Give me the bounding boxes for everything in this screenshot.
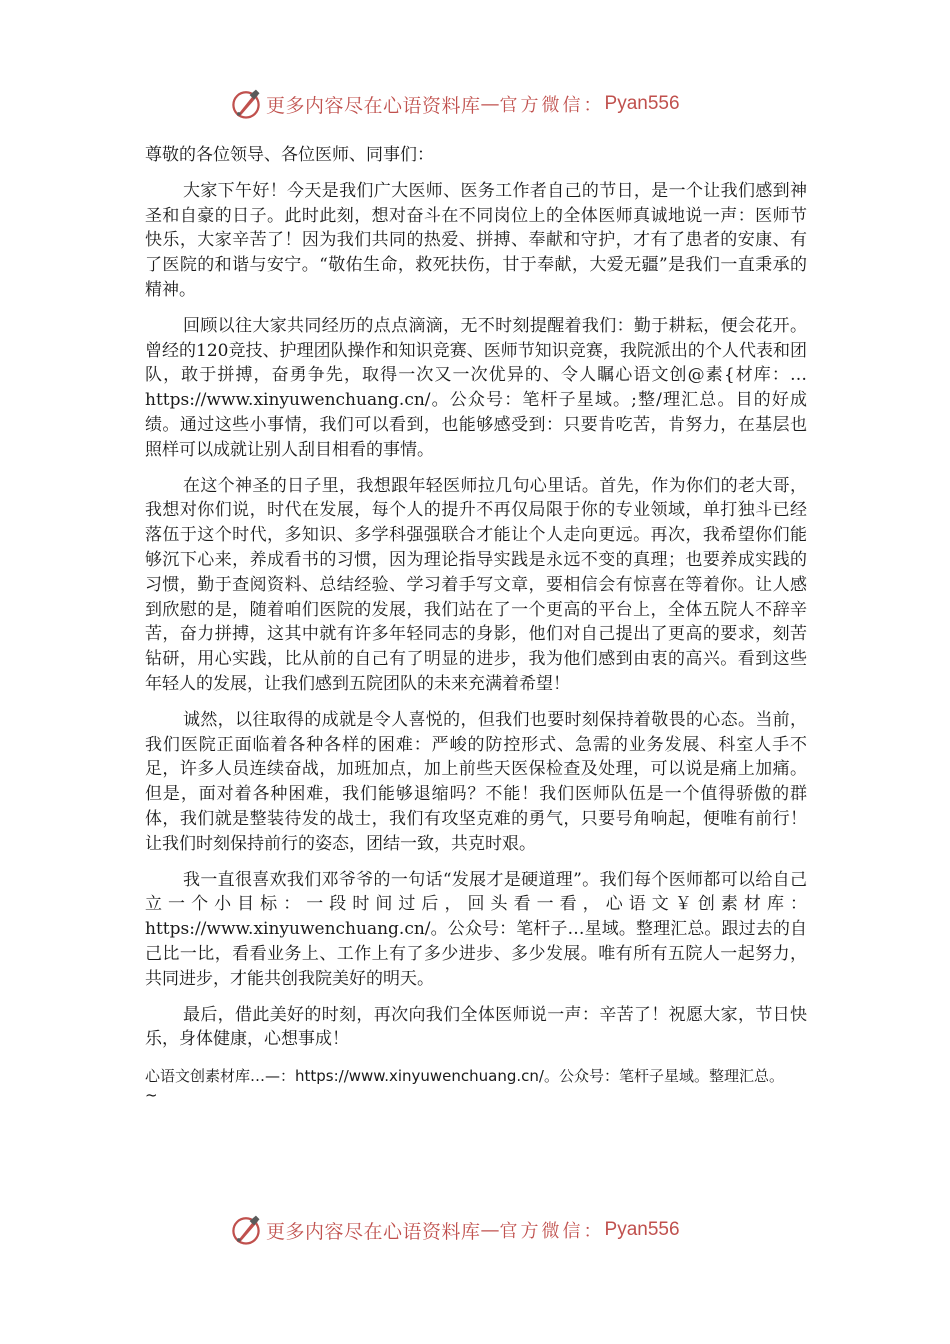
quill-pen-logo-icon [228, 86, 264, 122]
letter-body [145, 143, 807, 1103]
tilde-mark: ~ [145, 1086, 158, 1105]
header-banner [228, 84, 728, 124]
banner-wechat-id: Pyan556 [604, 1219, 680, 1240]
quill-pen-logo-icon [228, 1212, 264, 1248]
banner-dash: — [480, 1219, 500, 1241]
paragraph-2: 回顾以往大家共同经历的点点滴滴，无不时刻提醒着我们：勤于耕耘，便会花开。曾经的120竞技、护理团队操作和知识竞赛、医师节知识竞赛，我院派出的个人代表和团队，敢于拼搏，奋勇争先，取得一次又一次优异的、令人瞩心语文创@素{材库：…https://www.xinyuwenchuang.cn/。公众号：笔杆子星域。;整/理汇总。目的好成绩。通过这些小事情，我们可以看到，也能够感受到：只要肯吃苦，肯努力，在基层也照样可以成就让别人刮目相看的事情。 [145, 315, 807, 460]
banner-wechat-label: 官方微信： [499, 1221, 605, 1242]
banner-title: 更多内容尽在心语资料库 [266, 94, 481, 117]
paragraph-6: 最后，借此美好的时刻，再次向我们全体医师说一声：辛苦了！祝愿大家，节日快乐，身体健康，心想事成！ [145, 1004, 807, 1050]
paragraph-3: 在这个神圣的日子里，我想跟年轻医师拉几句心里话。首先，作为你们的老大哥，我想对你们说，时代在发展，每个人的提升不再仅局限于你的专业领域，单打独斗已经落伍于这个时代，多知识、多学科强强联合才能让个人走向更远。再次，我希望你们能够沉下心来，养成看书的习惯，因为理论指导实践是永远不变的真理；也要养成实践的习惯，勤于查阅资料、总结经验、学习着手写文章，要相信会有惊喜在等着你。让人感到欣慰的是，随着咱们医院的发展，我们站在了一个更高的平台上，全体五院人不辞辛苦，奋力拼搏，这其中就有许多年轻同志的身影，他们对自己提出了更高的要求，刻苦钻研，用心实践，比从前的自己有了明显的进步，我为他们感到由衷的高兴。看到这些年轻人的发展，让我们感到五院团队的未来充满着希望！ [145, 475, 807, 694]
letter-greeting: 尊敬的各位领导、各位医师、同事们： [145, 145, 434, 165]
banner-wechat-label: 官方微信： [499, 95, 605, 116]
banner-wechat-id: Pyan556 [604, 93, 680, 114]
paragraph-5: 我一直很喜欢我们邓爷爷的一句话“发展才是硬道理”。我们每个医师都可以给自己立一个小目标：一段时间过后，回头看一看，心语文￥创素材库：https://www.xinyuwenchuang.cn/。公众号：笔杆子…星域。整理汇总。跟过去的自己比一比，看看业务上、工作上有了多少进步、多少发展。唯有所有五院人一起努力，共同进步，才能共创我院美好的明天。 [145, 869, 807, 989]
paragraph-1: 大家下午好！今天是我们广大医师、医务工作者自己的节日，是一个让我们感到神圣和自豪的日子。此时此刻，想对奋斗在不同岗位上的全体医师真诚地说一声：医师节快乐，大家辛苦了！因为我们共同的热爱、拼搏、奉献和守护，才有了患者的安康、有了医院的和谐与安宁。“敬佑生命，救死扶伤，甘于奉献，大爱无疆”是我们一直秉承的精神。 [145, 180, 807, 300]
paragraph-4: 诚然，以往取得的成就是令人喜悦的，但我们也要时刻保持着敬畏的心态。当前，我们医院正面临着各种各样的困难：严峻的防控形式、急需的业务发展、科室人手不足，许多人员连续奋战，加班加点，加上前些天医保检查及处理，可以说是痛上加痛。但是，面对着各种困难，我们能够退缩吗？不能！我们医师队伍是一个值得骄傲的群体，我们就是整装待发的战士，我们有攻坚克难的勇气，只要号角响起，便唯有前行！让我们时刻保持前行的姿态，团结一致，共克时艰。 [145, 709, 807, 854]
banner-title: 更多内容尽在心语资料库 [266, 1220, 481, 1243]
footer-banner [228, 1210, 728, 1250]
source-note: 心语文创素材库…—：https://www.xinyuwenchuang.cn/。公众号：笔杆子星域。整理汇总。 [145, 1067, 784, 1086]
banner-dash: — [480, 93, 500, 115]
